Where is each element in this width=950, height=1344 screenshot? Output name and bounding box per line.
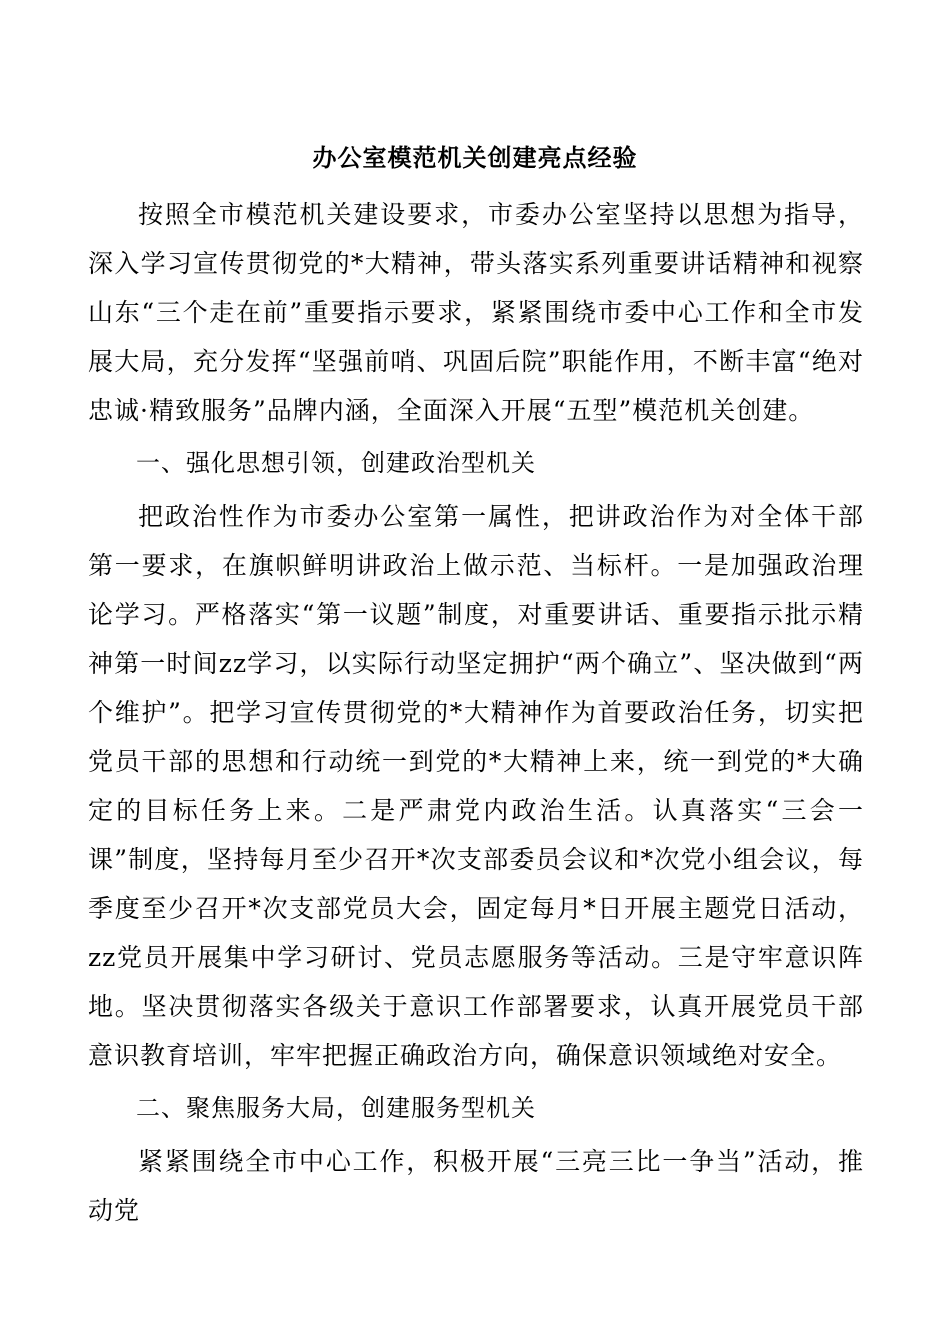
section-heading-1: 一、强化思想引领，创建政治型机关 xyxy=(136,449,536,477)
section-body-1: 把政治性作为市委办公室第一属性，把讲政治作为对全体干部第一要求，在旗帜鲜明讲政治上做示范、当标杆。一是加强政治理论学习。严格落实“第一议题”制度，对重要讲话、重要指示批示精神第一时间zz学习，以实际行动坚定拥护“两个确立”、坚决做到“两个维护”。把学习宣传贯彻党的*大精神作为首要政治任务，切实把党员干部的思想和行动统一到党的*大精神上来，统一到党的*大确定的目标任务上来。二是严肃党内政治生活。认真落实“三会一课”制度，坚持每月至少召开*次支部委员会议和*次党小组会议，每季度至少召开*次支部党员大会，固定每月*日开展主题党日活动，zz党员开展集中学习研讨、党员志愿服务等活动。三是守牢意识阵地。坚决贯彻落实各级关于意识工作部署要求，认真开展党员干部意识教育培训，牢牢把握正确政治方向，确保意识领域绝对安全。 xyxy=(88,502,864,1070)
section-body-2: 紧紧围绕全市中心工作，积极开展“三亮三比一争当”活动，推动党 xyxy=(88,1147,864,1225)
intro-paragraph: 按照全市模范机关建设要求，市委办公室坚持以思想为指导，深入学习宣传贯彻党的*大精神，带头落实系列重要讲话精神和视察山东“三个走在前”重要指示要求，紧紧围绕市委中心工作和全市发展大局，充分发挥“坚强前哨、巩固后院”职能作用，不断丰富“绝对忠诚·精致服务”品牌内涵，全面深入开展“五型”模范机关创建。 xyxy=(88,200,864,425)
document-body xyxy=(88,190,864,1239)
section-heading-2: 二、聚焦服务大局，创建服务型机关 xyxy=(136,1094,536,1122)
document-title: 办公室模范机关创建亮点经验 xyxy=(312,143,638,172)
